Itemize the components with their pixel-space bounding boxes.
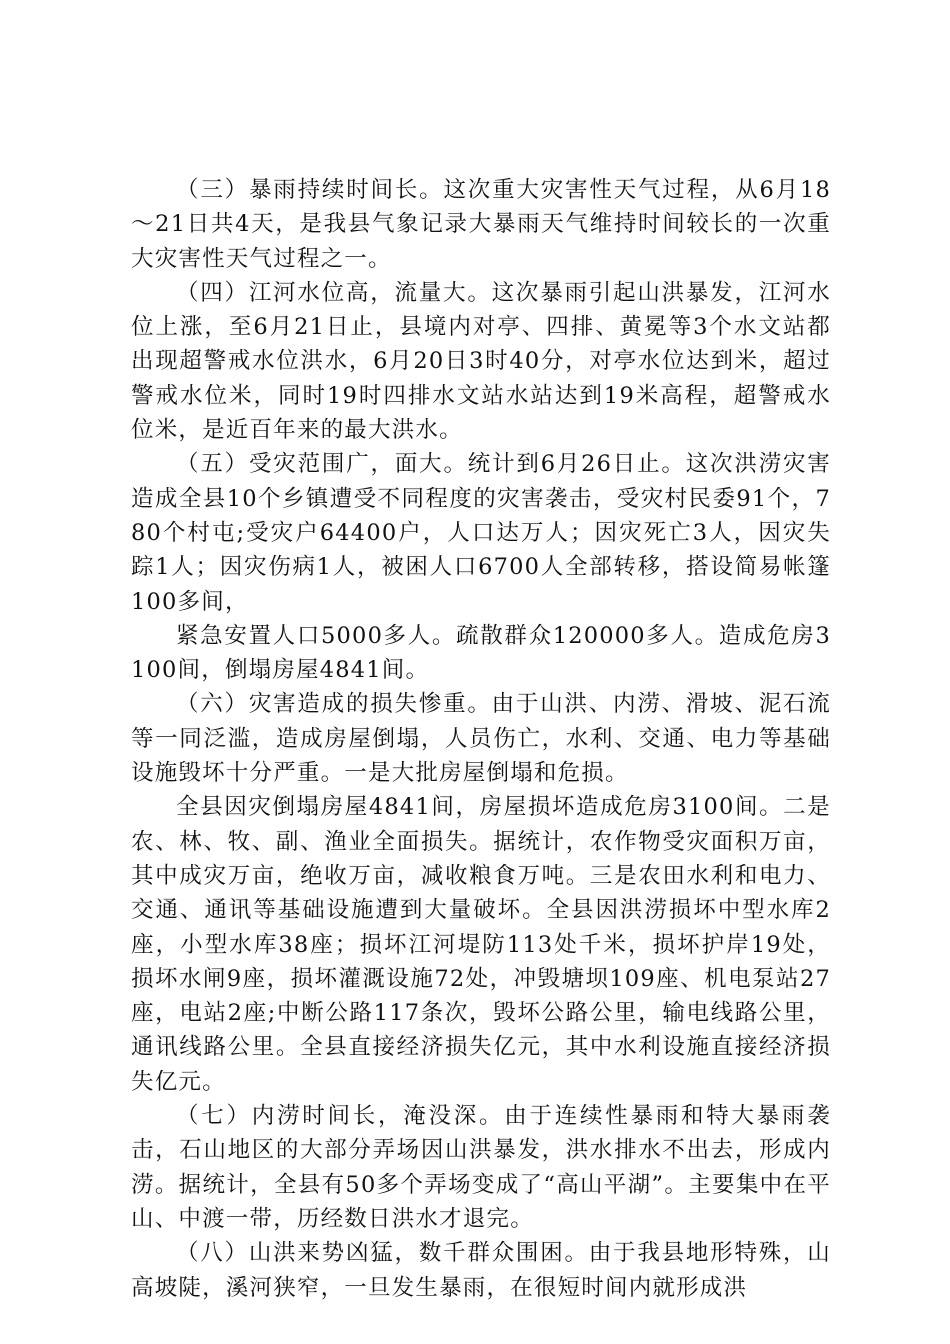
document-body <box>131 173 831 1305</box>
paragraph-4-river-level: （四）江河水位高，流量大。这次暴雨引起山洪暴发，江河水位上涨，至6月21日止，县境内对亭、四排、黄冕等3个水文站都出现超警戒水位洪水，6月20日3时40分，对亭水位达到米，超过警戒水位米，同时19时四排水文站水站达到19米高程，超警戒水位米，是近百年来的最大洪水。 <box>131 279 831 444</box>
paragraph-6-continued: 全县因灾倒塌房屋4841间，房屋损坏造成危房3100间。二是农、林、牧、副、渔业全面损失。据统计，农作物受灾面积万亩，其中成灾万亩，绝收万亩，减收粮食万吨。三是农田水利和电力、交通、通讯等基础设施遭到大量破坏。全县因洪涝损坏中型水库2座，小型水库38座；损坏江河堤防113处千米，损坏护岸19处，损坏水闸9座，损坏灌溉设施72处，冲毁塘坝109座、机电泵站27座，电站2座;中断公路117条次，毁坏公路公里，输电线路公里，通讯线路公里。全县直接经济损失亿元，其中水利设施直接经济损失亿元。 <box>131 794 831 1095</box>
paragraph-5-affected-area: （五）受灾范围广，面大。统计到6月26日止。这次洪涝灾害造成全县10个乡镇遭受不同程度的灾害袭击，受灾村民委91个，780个村屯;受灾户64400户，人口达万人；因灾死亡3人，因灾失踪1人；因灾伤病1人，被困人口6700人全部转移，搭设简易帐篷100多间， <box>131 451 831 615</box>
paragraph-8-flash-flood: （八）山洪来势凶猛，数千群众围困。由于我县地形特殊，山高坡陡，溪河狭窄，一旦发生暴雨，在很短时间内就形成洪 <box>131 1240 831 1301</box>
paragraph-5-continued: 紧急安置人口5000多人。疏散群众120000多人。造成危房3100间，倒塌房屋4841间。 <box>131 622 831 684</box>
paragraph-6-losses: （六）灾害造成的损失惨重。由于山洪、内涝、滑坡、泥石流等一同泛滥，造成房屋倒塌，人员伤亡，水利、交通、电力等基础设施毁坏十分严重。一是大批房屋倒塌和危损。 <box>131 691 831 787</box>
paragraph-3-rain-duration: （三）暴雨持续时间长。这次重大灾害性天气过程，从6月18～21日共4天，是我县气象记录大暴雨天气维持时间较长的一次重大灾害性天气过程之一。 <box>131 177 831 272</box>
paragraph-7-waterlogging: （七）内涝时间长，淹没深。由于连续性暴雨和特大暴雨袭击，石山地区的大部分弄场因山洪暴发，洪水排水不出去，形成内涝。据统计，全县有50多个弄场变成了“高山平湖”。主要集中在平山、中渡一带，历经数日洪水才退完。 <box>131 1103 831 1232</box>
